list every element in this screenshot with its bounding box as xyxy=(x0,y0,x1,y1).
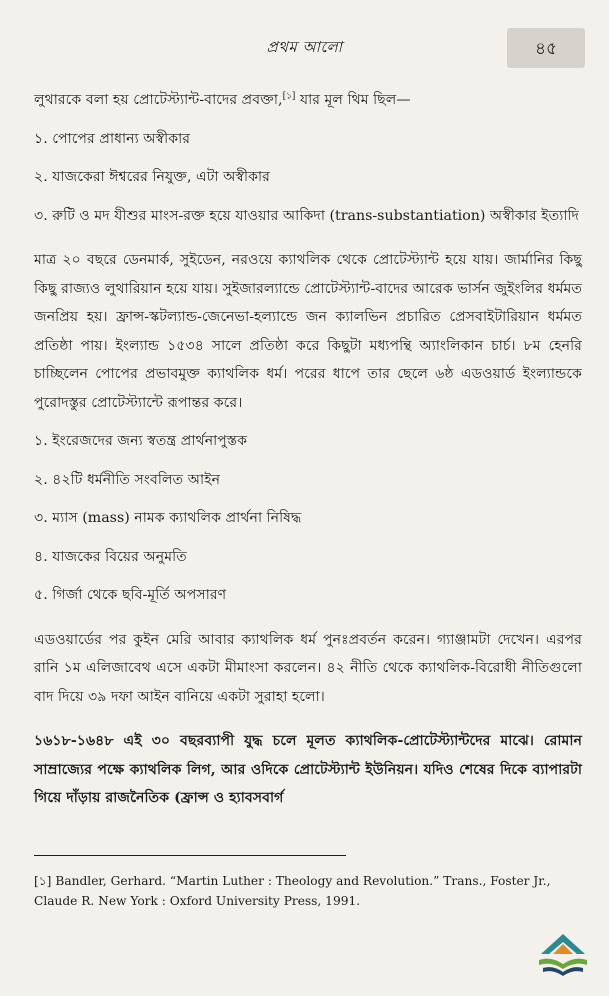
footnote-divider xyxy=(34,855,346,856)
intro-paragraph xyxy=(34,86,582,115)
page-body xyxy=(34,86,582,813)
paragraph-protestant-spread: মাত্র ২০ বছরে ডেনমার্ক, সুইডেন, নরওয়ে ক্যাথলিক থেকে প্রোটেস্ট্যান্ট হয়ে যায়। জার্মানির কিছু কিছু রাজ্যও লুথারিয়ান হয়ে যায়। সুইজারল্যান্ডে প্রোটেস্ট্যান্ট-বাদের আরেক ভার্সন জুইংলির ধর্মমত জনপ্রিয় হয়। ফ্রান্স-স্কটল্যান্ড-জেনেভা-হল্যান্ডে জন ক্যালভিন প্রচারিত প্রেসবাইটারিয়ান ধর্মমত প্রতিষ্ঠা পায়। ইংল্যান্ড ১৫৩৪ সালে প্রতিষ্ঠা করে কিছুটা মধ্যপন্থি অ্যাংলিকান চার্চ। ৮ম হেনরি চাচ্ছিলেন পোপের প্রভাবমুক্ত ক্যাথলিক ধর্ম। পরের ধাপে তার ছেলে ৬ষ্ঠ এডওয়ার্ড ইংল্যান্ডকে পুরোদস্তুর প্রোটেস্ট্যান্টে রূপান্তর করে। xyxy=(34,252,582,411)
page-number: ৪৫ xyxy=(534,39,558,59)
list-item: ৩. ম্যাস (mass) নামক ক্যাথলিক প্রার্থনা নিষিদ্ধ xyxy=(34,510,302,526)
paragraph-queen-mary: এডওয়ার্ডের পর কুইন মেরি আবার ক্যাথলিক ধর্ম পুনঃপ্রবর্তন করেন। গ্যাঞ্জামটা দেখেন। এরপর রানি ১ম এলিজাবেথ এসে একটা মীমাংসা করলেন। ৪২ নীতি থেকে ক্যাথলিক-বিরোধী নীতিগুলো বাদ দিয়ে ৩৯ দফা আইন বানিয়ে একটা সুরাহা হলো। xyxy=(34,631,582,705)
intro-tail: যার মূল থিম ছিল— xyxy=(295,92,411,108)
running-title: প্রথম আলো xyxy=(266,38,343,56)
list-item: ৪. যাজকের বিয়ের অনুমতি xyxy=(34,548,187,565)
list-item: ২. যাজকেরা ঈশ্বরের নিযুক্ত, এটা অস্বীকার xyxy=(34,169,270,185)
paragraph-thirty-years-war: ১৬১৮-১৬৪৮ এই ৩০ বছরব্যাপী যুদ্ধ চলে মূলত ক্যাথলিক-প্রোটেস্ট্যান্টদের মাঝে। রোমান সাম্রাজ্যের পক্ষে ক্যাথলিক লিগ, আর ওদিকে প্রোটেস্ট্যান্ট ইউনিয়ন। যদিও শেষের দিকে ব্যাপারটা গিয়ে দাঁড়ায় রাজনৈতিক (ফ্রান্স ও হ্যাবসবার্গ xyxy=(34,733,582,806)
publisher-logo-icon xyxy=(533,930,593,980)
footnote-text: Bandler, Gerhard. “Martin Luther : Theology and Revolution.” Trans., Foster Jr., Claude R. New York : Oxford University Press, 1991. xyxy=(34,874,551,908)
list-item: ৫. গির্জা থেকে ছবি-মূর্তি অপসারণ xyxy=(34,587,227,603)
list-item: ১. পোপের প্রাধান্য অস্বীকার xyxy=(34,130,191,147)
list-item: ২. ৪২টি ধর্মনীতি সংবলিত আইন xyxy=(34,471,221,488)
footnote xyxy=(34,871,582,911)
list-item: ৩. রুটি ও মদ যীশুর মাংস-রক্ত হয়ে যাওয়ার আকিদা (trans-substantiation) অস্বীকার ইত্যাদি xyxy=(34,207,580,224)
footnote-number: [১] xyxy=(34,874,52,888)
footnote-reference[interactable]: [১] xyxy=(282,91,296,102)
list-item: ১. ইংরেজদের জন্য স্বতন্ত্র প্রার্থনাপুস্তক xyxy=(34,433,248,449)
intro-text: লুথারকে বলা হয় প্রোটেস্ট্যান্ট-বাদের প্রবক্তা, xyxy=(34,92,283,108)
